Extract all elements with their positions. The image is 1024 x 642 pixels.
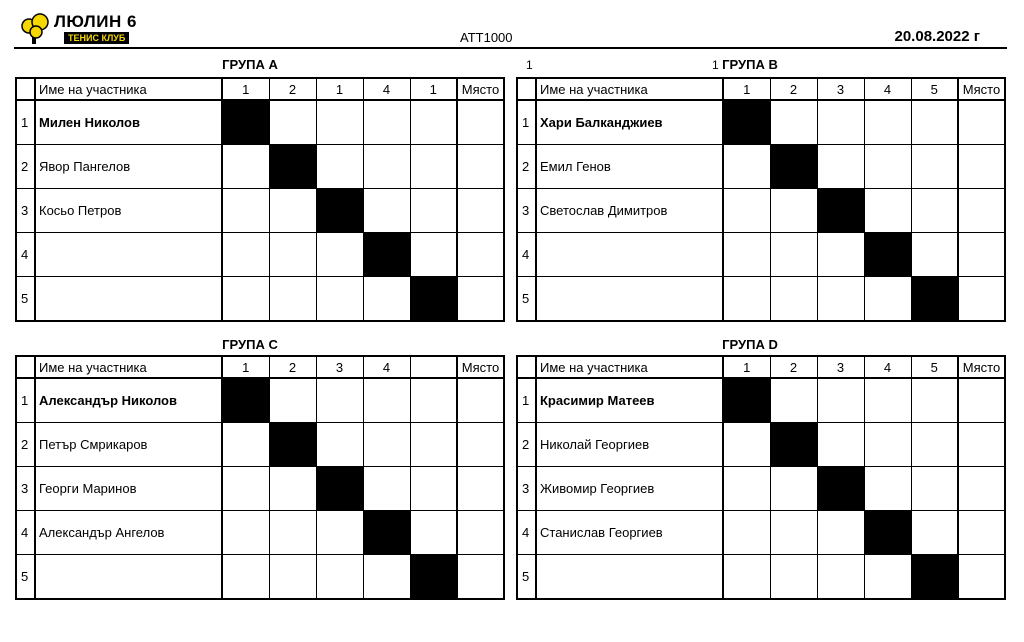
result-cell[interactable] xyxy=(770,233,817,277)
row-number-header xyxy=(517,78,536,100)
place-header: Място xyxy=(457,78,504,100)
result-cell[interactable] xyxy=(269,378,316,423)
row-number: 5 xyxy=(16,555,35,600)
result-cell[interactable] xyxy=(363,100,410,145)
table-row xyxy=(16,555,504,600)
match-column-header: 1 xyxy=(222,78,269,100)
result-cell[interactable] xyxy=(363,423,410,467)
place-cell[interactable] xyxy=(958,277,1005,322)
result-cell[interactable] xyxy=(316,100,363,145)
participant-name[interactable]: Петър Смрикаров xyxy=(35,423,222,467)
row-number: 2 xyxy=(517,145,536,189)
place-cell[interactable] xyxy=(457,378,504,423)
result-cell[interactable] xyxy=(911,145,958,189)
place-cell[interactable] xyxy=(958,233,1005,277)
result-cell[interactable] xyxy=(269,555,316,600)
match-column-header: 2 xyxy=(269,356,316,378)
row-number-header xyxy=(16,356,35,378)
club-logo xyxy=(20,12,140,48)
result-cell[interactable] xyxy=(864,555,911,600)
result-cell[interactable] xyxy=(363,378,410,423)
place-cell[interactable] xyxy=(457,100,504,145)
table-row xyxy=(16,378,504,423)
result-cell[interactable] xyxy=(222,145,269,189)
row-number: 3 xyxy=(517,189,536,233)
row-number: 1 xyxy=(16,100,35,145)
row-number: 3 xyxy=(517,467,536,511)
row-number: 4 xyxy=(517,511,536,555)
result-cell[interactable] xyxy=(222,277,269,322)
result-cell[interactable] xyxy=(269,277,316,322)
table-row xyxy=(16,511,504,555)
result-cell[interactable] xyxy=(817,423,864,467)
result-cell[interactable] xyxy=(363,145,410,189)
result-cell[interactable] xyxy=(316,378,363,423)
self-match-cell xyxy=(316,189,363,233)
group-table xyxy=(516,77,1006,322)
participant-name[interactable]: Живомир Георгиев xyxy=(536,467,723,511)
match-column-header xyxy=(410,356,457,378)
table-header-row xyxy=(16,356,504,378)
participant-name[interactable] xyxy=(35,233,222,277)
result-cell[interactable] xyxy=(410,467,457,511)
stray-mark: 1 xyxy=(712,58,719,72)
match-column-header: 2 xyxy=(770,78,817,100)
result-cell[interactable] xyxy=(410,233,457,277)
place-cell[interactable] xyxy=(958,555,1005,600)
self-match-cell xyxy=(410,555,457,600)
result-cell[interactable] xyxy=(363,189,410,233)
result-cell[interactable] xyxy=(864,378,911,423)
participant-name[interactable] xyxy=(536,277,723,322)
self-match-cell xyxy=(864,233,911,277)
stray-mark: 1 xyxy=(526,58,533,72)
group-table xyxy=(516,355,1006,600)
result-cell[interactable] xyxy=(410,423,457,467)
participant-name[interactable]: Явор Пангелов xyxy=(35,145,222,189)
participant-name[interactable]: Александър Ангелов xyxy=(35,511,222,555)
place-cell[interactable] xyxy=(457,277,504,322)
result-cell[interactable] xyxy=(817,555,864,600)
table-row xyxy=(16,145,504,189)
participant-name[interactable]: Александър Николов xyxy=(35,378,222,423)
match-column-header: 2 xyxy=(269,78,316,100)
table-row xyxy=(517,467,1005,511)
participant-name[interactable]: Станислав Георгиев xyxy=(536,511,723,555)
result-cell[interactable] xyxy=(817,145,864,189)
group-title: ГРУПА D xyxy=(722,337,778,352)
table-row xyxy=(517,555,1005,600)
row-number: 5 xyxy=(16,277,35,322)
self-match-cell xyxy=(864,511,911,555)
place-cell[interactable] xyxy=(457,423,504,467)
place-cell[interactable] xyxy=(457,467,504,511)
self-match-cell xyxy=(817,189,864,233)
place-header: Място xyxy=(958,356,1005,378)
result-cell[interactable] xyxy=(911,189,958,233)
row-number: 3 xyxy=(16,189,35,233)
participant-name[interactable]: Николай Георгиев xyxy=(536,423,723,467)
self-match-cell xyxy=(911,277,958,322)
result-cell[interactable] xyxy=(316,233,363,277)
place-cell[interactable] xyxy=(958,378,1005,423)
result-cell[interactable] xyxy=(723,555,770,600)
row-number: 2 xyxy=(16,145,35,189)
participant-name-header: Име на участника xyxy=(536,78,723,100)
result-cell[interactable] xyxy=(911,511,958,555)
table-header-row xyxy=(517,78,1005,100)
header-divider xyxy=(14,47,1007,49)
place-cell[interactable] xyxy=(457,555,504,600)
match-column-header: 4 xyxy=(864,356,911,378)
match-column-header: 4 xyxy=(864,78,911,100)
participant-name-header: Име на участника xyxy=(536,356,723,378)
table-row xyxy=(517,511,1005,555)
result-cell[interactable] xyxy=(817,511,864,555)
group-table xyxy=(15,355,505,600)
participant-name[interactable]: Милен Николов xyxy=(35,100,222,145)
row-number: 1 xyxy=(517,100,536,145)
place-cell[interactable] xyxy=(958,423,1005,467)
result-cell[interactable] xyxy=(316,555,363,600)
result-cell[interactable] xyxy=(723,145,770,189)
self-match-cell xyxy=(817,467,864,511)
place-cell[interactable] xyxy=(958,467,1005,511)
participant-name[interactable] xyxy=(35,277,222,322)
result-cell[interactable] xyxy=(410,189,457,233)
row-number: 4 xyxy=(16,233,35,277)
result-cell[interactable] xyxy=(770,467,817,511)
table-row xyxy=(517,277,1005,322)
participant-name[interactable]: Хари Балканджиев xyxy=(536,100,723,145)
row-number: 2 xyxy=(16,423,35,467)
result-cell[interactable] xyxy=(864,277,911,322)
row-number: 5 xyxy=(517,555,536,600)
result-cell[interactable] xyxy=(864,423,911,467)
result-cell[interactable] xyxy=(363,467,410,511)
row-number-header xyxy=(517,356,536,378)
table-row xyxy=(16,467,504,511)
participant-name-header: Име на участника xyxy=(35,78,222,100)
result-cell[interactable] xyxy=(770,378,817,423)
group-table xyxy=(15,77,505,322)
self-match-cell xyxy=(222,378,269,423)
result-cell[interactable] xyxy=(723,189,770,233)
result-cell[interactable] xyxy=(222,511,269,555)
match-column-header: 1 xyxy=(723,78,770,100)
event-date: 20.08.2022 г xyxy=(894,28,980,45)
match-column-header: 1 xyxy=(410,78,457,100)
table-row xyxy=(16,100,504,145)
match-column-header: 4 xyxy=(363,78,410,100)
self-match-cell xyxy=(316,467,363,511)
page-header xyxy=(0,0,1024,50)
match-column-header: 1 xyxy=(723,356,770,378)
result-cell[interactable] xyxy=(269,233,316,277)
match-column-header: 3 xyxy=(817,78,864,100)
match-column-header: 3 xyxy=(817,356,864,378)
result-cell[interactable] xyxy=(911,378,958,423)
place-cell[interactable] xyxy=(958,145,1005,189)
logo-subtitle: ТЕНИС КЛУБ xyxy=(64,32,129,44)
result-cell[interactable] xyxy=(222,555,269,600)
participant-name[interactable] xyxy=(536,233,723,277)
match-column-header: 5 xyxy=(911,78,958,100)
tree-icon xyxy=(20,12,54,46)
result-cell[interactable] xyxy=(864,467,911,511)
participant-name[interactable]: Георги Маринов xyxy=(35,467,222,511)
match-column-header: 5 xyxy=(911,356,958,378)
result-cell[interactable] xyxy=(363,555,410,600)
result-cell[interactable] xyxy=(911,467,958,511)
result-cell[interactable] xyxy=(269,100,316,145)
row-number: 1 xyxy=(16,378,35,423)
result-cell[interactable] xyxy=(817,277,864,322)
self-match-cell xyxy=(723,100,770,145)
place-cell[interactable] xyxy=(958,100,1005,145)
table-row xyxy=(16,189,504,233)
table-row xyxy=(517,378,1005,423)
result-cell[interactable] xyxy=(864,100,911,145)
table-row xyxy=(16,423,504,467)
result-cell[interactable] xyxy=(817,378,864,423)
row-number: 3 xyxy=(16,467,35,511)
group-title: ГРУПА А xyxy=(222,57,278,72)
result-cell[interactable] xyxy=(316,145,363,189)
place-cell[interactable] xyxy=(457,233,504,277)
self-match-cell xyxy=(770,423,817,467)
match-column-header: 2 xyxy=(770,356,817,378)
self-match-cell xyxy=(269,423,316,467)
result-cell[interactable] xyxy=(864,145,911,189)
result-cell[interactable] xyxy=(316,277,363,322)
match-column-header: 3 xyxy=(316,356,363,378)
result-cell[interactable] xyxy=(770,277,817,322)
table-row xyxy=(517,145,1005,189)
result-cell[interactable] xyxy=(269,511,316,555)
place-header: Място xyxy=(457,356,504,378)
result-cell[interactable] xyxy=(269,189,316,233)
result-cell[interactable] xyxy=(222,189,269,233)
result-cell[interactable] xyxy=(410,145,457,189)
result-cell[interactable] xyxy=(410,511,457,555)
participant-name[interactable] xyxy=(536,555,723,600)
result-cell[interactable] xyxy=(817,233,864,277)
self-match-cell xyxy=(723,378,770,423)
result-cell[interactable] xyxy=(864,189,911,233)
self-match-cell xyxy=(222,100,269,145)
place-cell[interactable] xyxy=(958,511,1005,555)
place-header: Място xyxy=(958,78,1005,100)
result-cell[interactable] xyxy=(723,467,770,511)
row-number: 5 xyxy=(517,277,536,322)
table-row xyxy=(16,277,504,322)
result-cell[interactable] xyxy=(770,189,817,233)
result-cell[interactable] xyxy=(723,511,770,555)
place-cell[interactable] xyxy=(457,189,504,233)
result-cell[interactable] xyxy=(222,423,269,467)
self-match-cell xyxy=(770,145,817,189)
result-cell[interactable] xyxy=(723,277,770,322)
logo-title: ЛЮЛИН 6 xyxy=(54,12,137,31)
participant-name[interactable]: Емил Генов xyxy=(536,145,723,189)
result-cell[interactable] xyxy=(911,423,958,467)
participant-name-header: Име на участника xyxy=(35,356,222,378)
result-cell[interactable] xyxy=(770,555,817,600)
result-cell[interactable] xyxy=(363,277,410,322)
self-match-cell xyxy=(363,233,410,277)
row-number: 2 xyxy=(517,423,536,467)
table-header-row xyxy=(517,356,1005,378)
match-column-header: 1 xyxy=(316,78,363,100)
result-cell[interactable] xyxy=(723,423,770,467)
result-cell[interactable] xyxy=(770,100,817,145)
participant-name[interactable]: Светослав Димитров xyxy=(536,189,723,233)
table-header-row xyxy=(16,78,504,100)
self-match-cell xyxy=(363,511,410,555)
self-match-cell xyxy=(410,277,457,322)
result-cell[interactable] xyxy=(222,467,269,511)
result-cell[interactable] xyxy=(817,100,864,145)
result-cell[interactable] xyxy=(410,378,457,423)
match-column-header: 1 xyxy=(222,356,269,378)
participant-name[interactable] xyxy=(35,555,222,600)
result-cell[interactable] xyxy=(723,233,770,277)
place-cell[interactable] xyxy=(958,189,1005,233)
row-number: 4 xyxy=(16,511,35,555)
place-cell[interactable] xyxy=(457,145,504,189)
participant-name[interactable]: Красимир Матеев xyxy=(536,378,723,423)
result-cell[interactable] xyxy=(770,511,817,555)
row-number: 1 xyxy=(517,378,536,423)
event-name: ATT1000 xyxy=(460,30,513,45)
table-row xyxy=(517,100,1005,145)
place-cell[interactable] xyxy=(457,511,504,555)
self-match-cell xyxy=(269,145,316,189)
result-cell[interactable] xyxy=(410,100,457,145)
result-cell[interactable] xyxy=(222,233,269,277)
result-cell[interactable] xyxy=(269,467,316,511)
result-cell[interactable] xyxy=(911,100,958,145)
result-cell[interactable] xyxy=(911,233,958,277)
table-row xyxy=(517,423,1005,467)
result-cell[interactable] xyxy=(316,423,363,467)
row-number: 4 xyxy=(517,233,536,277)
group-title: ГРУПА В xyxy=(722,57,778,72)
result-cell[interactable] xyxy=(316,511,363,555)
table-row xyxy=(16,233,504,277)
self-match-cell xyxy=(911,555,958,600)
table-row xyxy=(517,189,1005,233)
participant-name[interactable]: Косьо Петров xyxy=(35,189,222,233)
match-column-header: 4 xyxy=(363,356,410,378)
group-title: ГРУПА С xyxy=(222,337,278,352)
table-row xyxy=(517,233,1005,277)
row-number-header xyxy=(16,78,35,100)
